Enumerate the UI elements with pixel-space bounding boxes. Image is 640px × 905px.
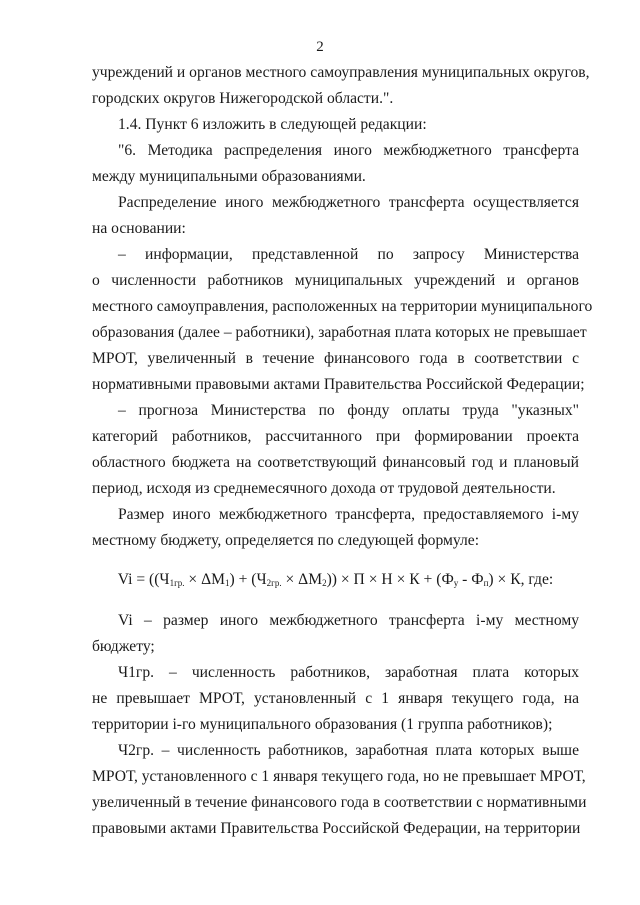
text-line: не превышает МРОТ, установленный с 1 января текущего года, на	[92, 690, 579, 707]
text-line: городских округов Нижегородской области.".	[92, 90, 394, 107]
formula	[92, 569, 579, 591]
text-line: МРОТ, увеличенный в течение финансового года в соответствии с	[92, 350, 579, 367]
text-line: Распределение иного межбюджетного трансферта осуществляется	[118, 194, 579, 211]
formula-part: ) × К, где:	[488, 571, 554, 588]
text-line: на основании:	[92, 220, 186, 237]
formula-part: Vi = ((Ч	[117, 571, 170, 588]
text-line: Размер иного межбюджетного трансферта, предоставляемого i-му	[118, 506, 579, 523]
text-line: местному бюджету, определяется по следующей формуле:	[92, 532, 480, 549]
formula-part: )) × П × Н × К + (Ф	[326, 571, 454, 588]
text-line: 1.4. Пункт 6 изложить в следующей редакции:	[118, 116, 427, 133]
page-number: 2	[316, 39, 324, 55]
text-line: Ч1гр. – численность работников, заработная плата которых	[118, 664, 579, 681]
formula-subscript: 1гр.	[169, 578, 185, 588]
formula-subscript: п	[483, 578, 489, 588]
text-line: МРОТ, установленного с 1 января текущего года, но не превышает МРОТ,	[92, 768, 586, 785]
formula-subscript: у	[453, 578, 459, 588]
formula-part: - Ф	[458, 571, 484, 588]
text-line: местного самоуправления, расположенных на территории муниципального	[92, 298, 593, 315]
text-line: о численности работников муниципальных учреждений и органов	[92, 272, 579, 289]
text-line: бюджету;	[92, 638, 155, 655]
text-line: учреждений и органов местного самоуправления муниципальных округов,	[92, 64, 590, 81]
text-line: увеличенный в течение финансового года в соответствии с нормативными	[92, 794, 587, 811]
formula-part: ) + (Ч	[229, 571, 267, 588]
text-line: областного бюджета на соответствующий финансовый год и плановый	[92, 454, 579, 471]
formula-part: × ΔМ	[184, 571, 226, 588]
text-line: Ч2гр. – численность работников, заработная плата которых выше	[118, 742, 579, 759]
text-line: "6. Методика распределения иного межбюджетного трансферта	[118, 142, 579, 159]
text-line: территории i-го муниципального образования (1 группа работников);	[92, 716, 553, 733]
text-line: Vi – размер иного межбюджетного трансферта i-му местному	[118, 612, 579, 629]
text-line: категорий работников, рассчитанного при формировании проекта	[92, 428, 579, 445]
text-line: – информации, представленной по запросу Министерства	[118, 246, 579, 263]
formula-subscript: 2	[322, 578, 327, 588]
text-line: образования (далее – работники), заработная плата которых не превышает	[92, 324, 587, 341]
text-line: нормативными правовыми актами Правительства Российской Федерации;	[92, 376, 585, 393]
text-line: правовыми актами Правительства Российской Федерации, на территории	[92, 820, 581, 837]
formula-subscript: 1	[225, 578, 230, 588]
formula-part: × ΔМ	[281, 571, 323, 588]
formula-subscript: 2гр.	[266, 578, 282, 588]
text-line: – прогноза Министерства по фонду оплаты труда "указных"	[118, 402, 579, 419]
text-line: период, исходя из среднемесячного дохода от трудовой деятельности.	[92, 480, 556, 497]
text-line: между муниципальными образованиями.	[92, 168, 366, 185]
